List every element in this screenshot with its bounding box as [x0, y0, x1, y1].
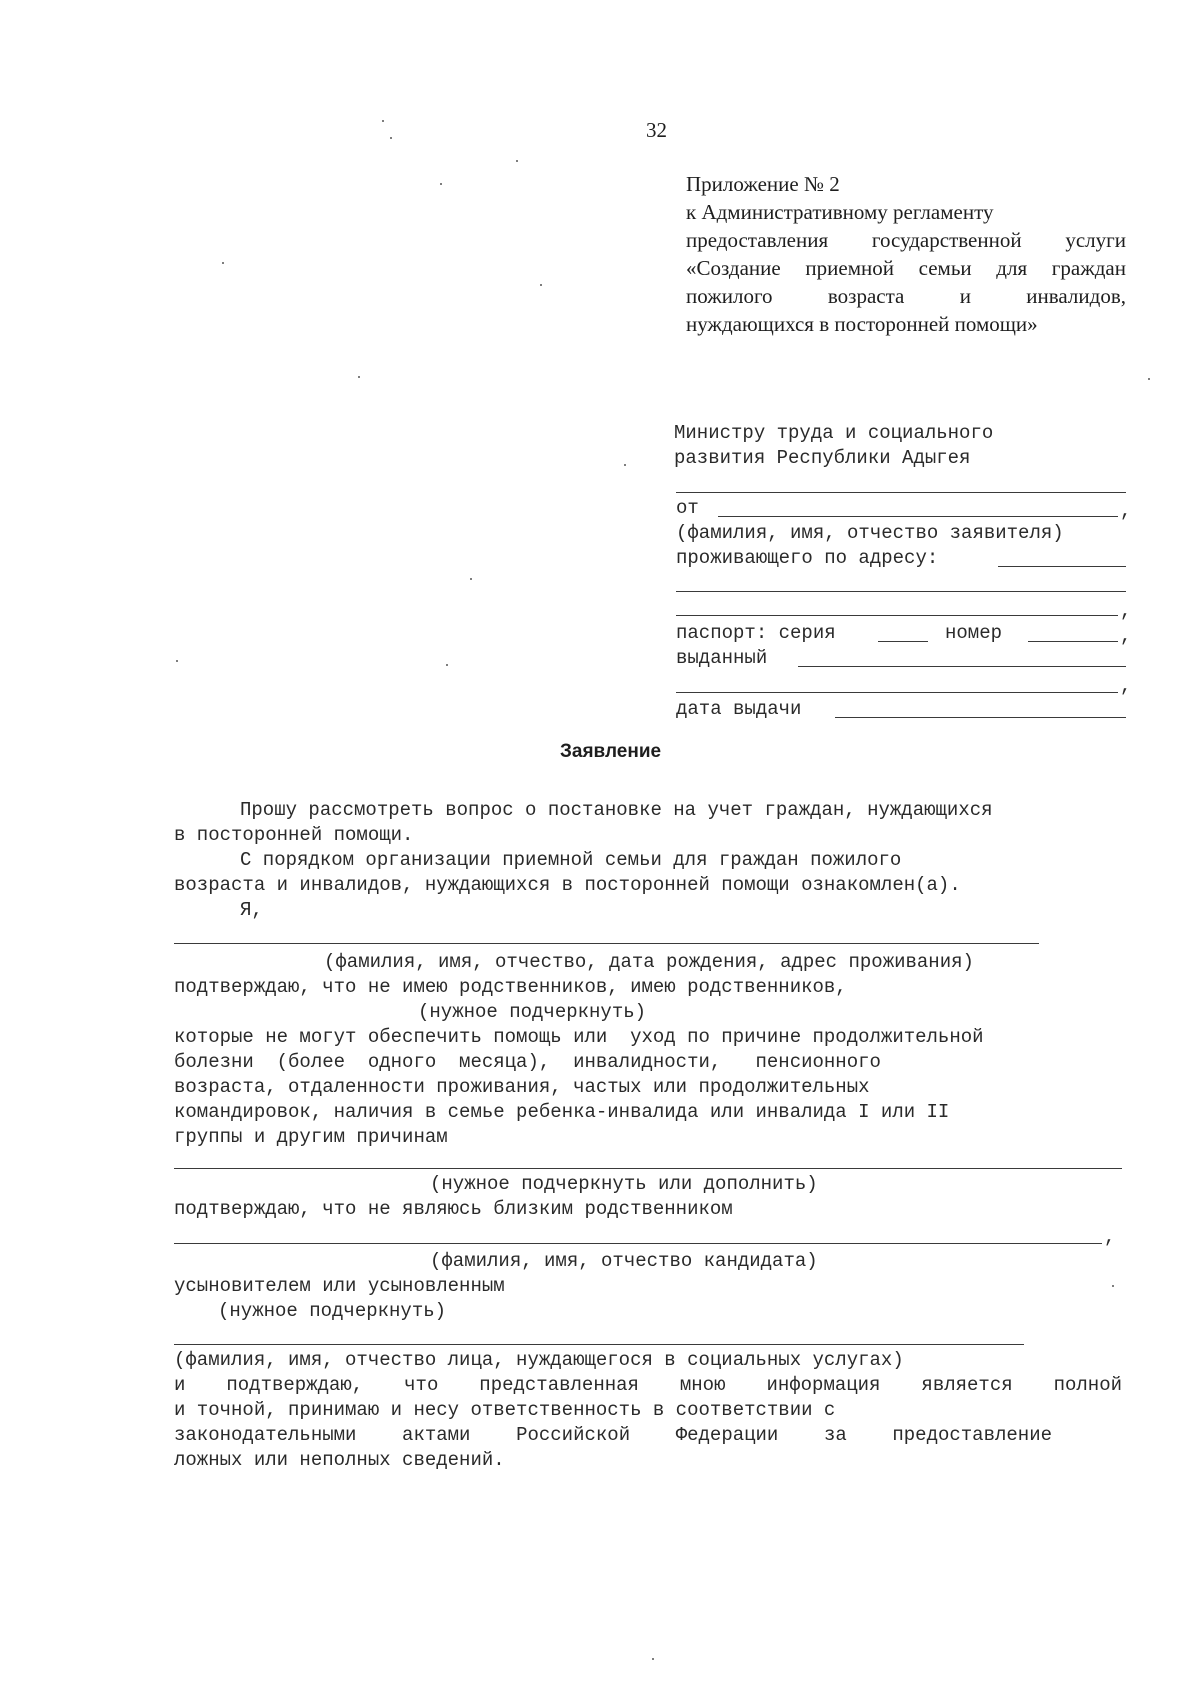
scan-speck — [624, 464, 626, 466]
scan-speck — [440, 183, 442, 185]
addressee-line-2: развития Республики Адыгея — [674, 447, 971, 469]
annex-line: нуждающихся в посторонней помощи» — [686, 312, 1038, 336]
scan-speck — [358, 376, 360, 378]
scan-speck — [446, 664, 448, 666]
field-hint: (нужное подчеркнуть) — [218, 1300, 447, 1322]
address-label: проживающего по адресу: — [676, 547, 939, 569]
passport-number-label: номер — [945, 622, 1003, 644]
statement-text: законодательными актами Российской Федерации за предоставление — [174, 1424, 1052, 1446]
scan-speck — [382, 120, 384, 122]
passport-number-field[interactable] — [1028, 641, 1118, 642]
statement-text: и подтверждаю, что представленная мною информация является полной — [174, 1374, 1122, 1396]
annex-block — [686, 170, 1126, 338]
annex-line: предоставления государственной услуги — [686, 228, 1126, 252]
statement-text: ложных или неполных сведений. — [174, 1449, 505, 1471]
scan-speck — [470, 578, 472, 580]
field-hint: (нужное подчеркнуть или дополнить) — [430, 1173, 818, 1195]
statement-text: возраста, отдаленности проживания, частых или продолжительных — [174, 1076, 870, 1098]
field-hint: (фамилия, имя, отчество лица, нуждающегося в социальных услугах) — [174, 1349, 904, 1371]
statement-title: Заявление — [560, 741, 662, 762]
addressee-rule — [676, 492, 1126, 493]
annex-title: Приложение № 2 — [686, 172, 840, 196]
candidate-field-line[interactable] — [174, 1243, 1102, 1244]
comma: , — [1120, 625, 1132, 647]
address-field-line[interactable] — [998, 566, 1126, 567]
annex-line: пожилого возраста и инвалидов, — [686, 284, 1126, 308]
addressee-line-1: Министру труда и социального — [674, 422, 994, 444]
scan-speck — [540, 284, 542, 286]
statement-text: подтверждаю, что не являюсь близким родственником — [174, 1198, 733, 1220]
scan-speck — [222, 262, 224, 264]
scan-speck — [652, 1658, 654, 1660]
statement-text: которые не могут обеспечить помощь или уход по причине продолжительной — [174, 1026, 984, 1048]
from-hint: (фамилия, имя, отчество заявителя) — [676, 522, 1064, 544]
comma: , — [1120, 500, 1132, 522]
issued-label: выданный — [676, 647, 768, 669]
statement-text: и точной, принимаю и несу ответственность в соответствии с — [174, 1399, 836, 1421]
statement-text: подтверждаю, что не имею родственников, имею родственников, — [174, 976, 847, 998]
field-hint: (фамилия, имя, отчество, дата рождения, адрес проживания) — [324, 951, 974, 973]
statement-text: С порядком организации приемной семьи для граждан пожилого — [240, 849, 902, 871]
issue-date-label: дата выдачи — [676, 698, 802, 720]
page-number: 32 — [646, 118, 667, 142]
statement-text: болезни (более одного месяца), инвалидности, пенсионного — [174, 1051, 881, 1073]
passport-series-label: паспорт: серия — [676, 622, 836, 644]
field-hint: (фамилия, имя, отчество кандидата) — [430, 1250, 818, 1272]
issue-date-field[interactable] — [835, 717, 1126, 718]
address-field-line-2[interactable] — [676, 591, 1126, 592]
scan-speck — [1112, 1285, 1114, 1287]
comma: , — [1120, 675, 1132, 697]
statement-text: возраста и инвалидов, нуждающихся в посторонней помощи ознакомлен(а). — [174, 874, 961, 896]
statement-text: Я, — [240, 899, 263, 921]
person-field-line[interactable] — [174, 1344, 1024, 1345]
from-field-line[interactable] — [718, 516, 1118, 517]
reason-field-line[interactable] — [174, 1168, 1122, 1169]
issued-field-line[interactable] — [798, 666, 1126, 667]
scan-speck — [1148, 378, 1150, 380]
comma: , — [1120, 600, 1132, 622]
comma: , — [1104, 1226, 1116, 1248]
statement-text: командировок, наличия в семье ребенка-инвалида или инвалида I или II — [174, 1101, 950, 1123]
from-label: от — [676, 497, 699, 519]
scan-speck — [176, 660, 178, 662]
statement-text: Прошу рассмотреть вопрос о постановке на учет граждан, нуждающихся — [240, 799, 993, 821]
applicant-field-line[interactable] — [174, 943, 1039, 944]
statement-text: в посторонней помощи. — [174, 824, 414, 846]
statement-text: группы и другим причинам — [174, 1126, 448, 1148]
scan-speck — [516, 160, 518, 162]
field-hint: (нужное подчеркнуть) — [418, 1001, 647, 1023]
annex-line: к Административному регламенту — [686, 200, 994, 224]
annex-line: «Создание приемной семьи для граждан — [686, 256, 1126, 280]
passport-series-field[interactable] — [878, 641, 928, 642]
scan-speck — [390, 137, 392, 139]
address-field-line-3[interactable] — [676, 615, 1118, 616]
issued-field-line-2[interactable] — [676, 692, 1118, 693]
statement-text: усыновителем или усыновленным — [174, 1275, 505, 1297]
